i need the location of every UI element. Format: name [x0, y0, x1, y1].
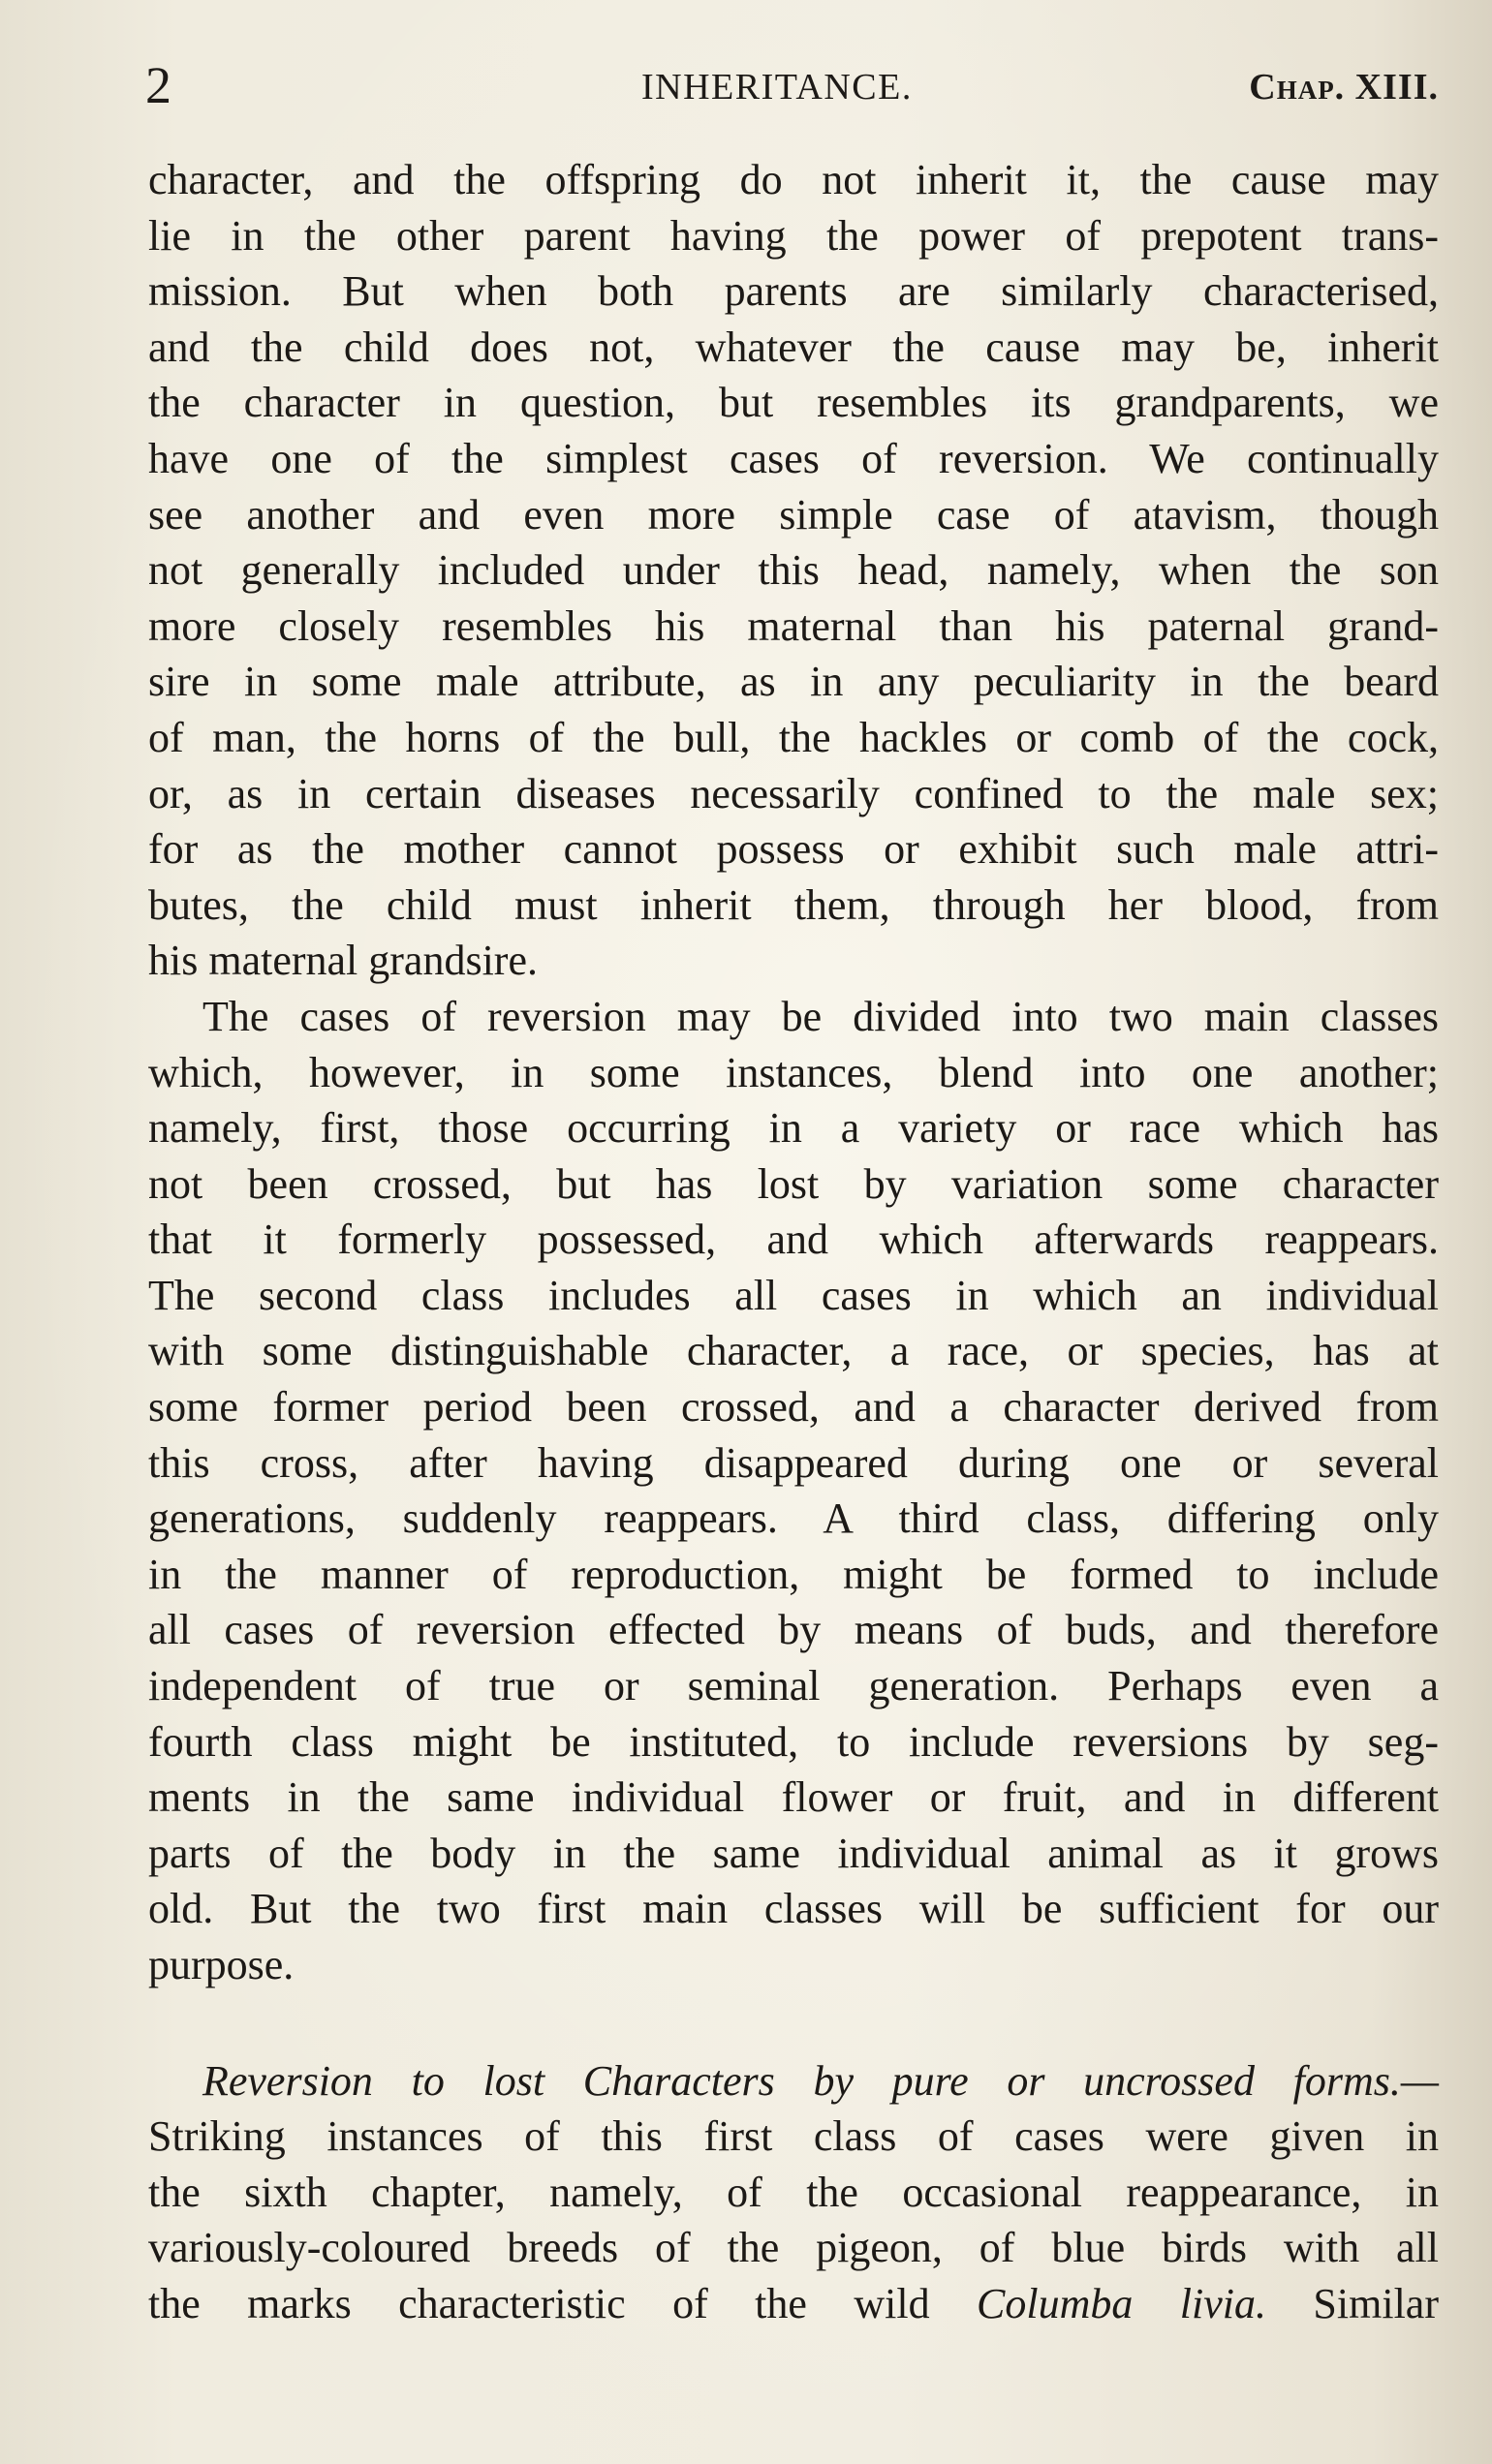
text-line: see another and even more simple case of atavism, though [148, 490, 1439, 539]
text-line: butes, the child must inherit them, through her blood, from [148, 880, 1439, 929]
species-name: Columba livia. [977, 2279, 1266, 2327]
text-line: old. But the two first main classes will be sufficient for our [148, 1885, 1439, 1933]
text-line: fourth class might be instituted, to include reversions by seg- [148, 1717, 1439, 1766]
section-spacer [148, 1993, 1439, 2053]
text-line: sire in some male attribute, as in any peculiarity in the beard [148, 658, 1439, 706]
text-line: not been crossed, but has lost by variation some character [148, 1159, 1439, 1208]
body-text [148, 152, 1439, 2332]
paragraph-2 [148, 989, 1439, 1993]
text-line: for as the mother cannot possess or exhibit such male attri- [148, 825, 1439, 874]
text-fragment: the marks characteristic of the wild [148, 2279, 978, 2327]
text-line [148, 2276, 1439, 2332]
text-line: in the manner of reproduction, might be formed to include [148, 1550, 1439, 1598]
text-line: independent of true or seminal generation. Perhaps even a [148, 1662, 1439, 1710]
text-line: lie in the other parent having the power of prepotent trans- [148, 211, 1439, 260]
text-line: with some distinguishable character, a race, or species, has at [148, 1327, 1439, 1375]
page-header [145, 56, 1439, 114]
text-line: generations, suddenly reappears. A third class, differing only [148, 1494, 1439, 1543]
text-line: of man, the horns of the bull, the hackles or comb of the cock, [148, 713, 1439, 761]
text-line: character, and the offspring do not inherit it, the cause may [148, 156, 1439, 203]
text-line: Striking instances of this first class of cases were given in [148, 2112, 1439, 2161]
text-line: have one of the simplest cases of reversion. We continually [148, 434, 1439, 482]
text-line: the sixth chapter, namely, of the occasional reappearance, in [148, 2168, 1439, 2216]
text-line: his maternal grandsire. [148, 937, 538, 985]
section-heading: Reversion to lost Characters by pure or uncrossed forms.— [202, 2056, 1439, 2105]
paragraph-1 [148, 152, 1439, 989]
text-line: not generally included under this head, namely, when the son [148, 546, 1439, 595]
text-line: some former period been crossed, and a character derived from [148, 1383, 1439, 1432]
page-number: 2 [145, 56, 171, 114]
text-line: variously-coloured breeds of the pigeon, of blue birds with all [148, 2224, 1439, 2272]
running-title: INHERITANCE. [641, 67, 913, 108]
text-line: all cases of reversion effected by means of buds, and therefore [148, 1606, 1439, 1654]
text-line: that it formerly possessed, and which afterwards reappears. [148, 1216, 1439, 1264]
chapter-reference: Chap. XIII. [1249, 67, 1439, 108]
text-line: or, as in certain diseases necessarily confined to the male sex; [148, 769, 1439, 817]
text-line: the character in question, but resembles its grandparents, we [148, 379, 1439, 427]
text-line: and the child does not, whatever the cause may be, inherit [148, 323, 1439, 371]
text-line: this cross, after having disappeared during one or several [148, 1438, 1439, 1487]
text-line: ments in the same individual flower or fruit, and in different [148, 1773, 1439, 1822]
text-line: which, however, in some instances, blend into one another; [148, 1048, 1439, 1096]
text-line: more closely resembles his maternal than his paternal grand- [148, 601, 1439, 650]
text-line: The cases of reversion may be divided into two main classes [202, 992, 1439, 1040]
text-fragment: Similar [1266, 2279, 1439, 2327]
text-line: purpose. [148, 1941, 295, 1988]
text-line: The second class includes all cases in which an individual [148, 1271, 1439, 1319]
text-line: parts of the body in the same individual animal as it grows [148, 1829, 1439, 1877]
text-line: mission. But when both parents are similarly characterised, [148, 267, 1439, 316]
section-reversion [148, 2053, 1439, 2332]
text-line: namely, first, those occurring in a variety or race which has [148, 1104, 1439, 1153]
